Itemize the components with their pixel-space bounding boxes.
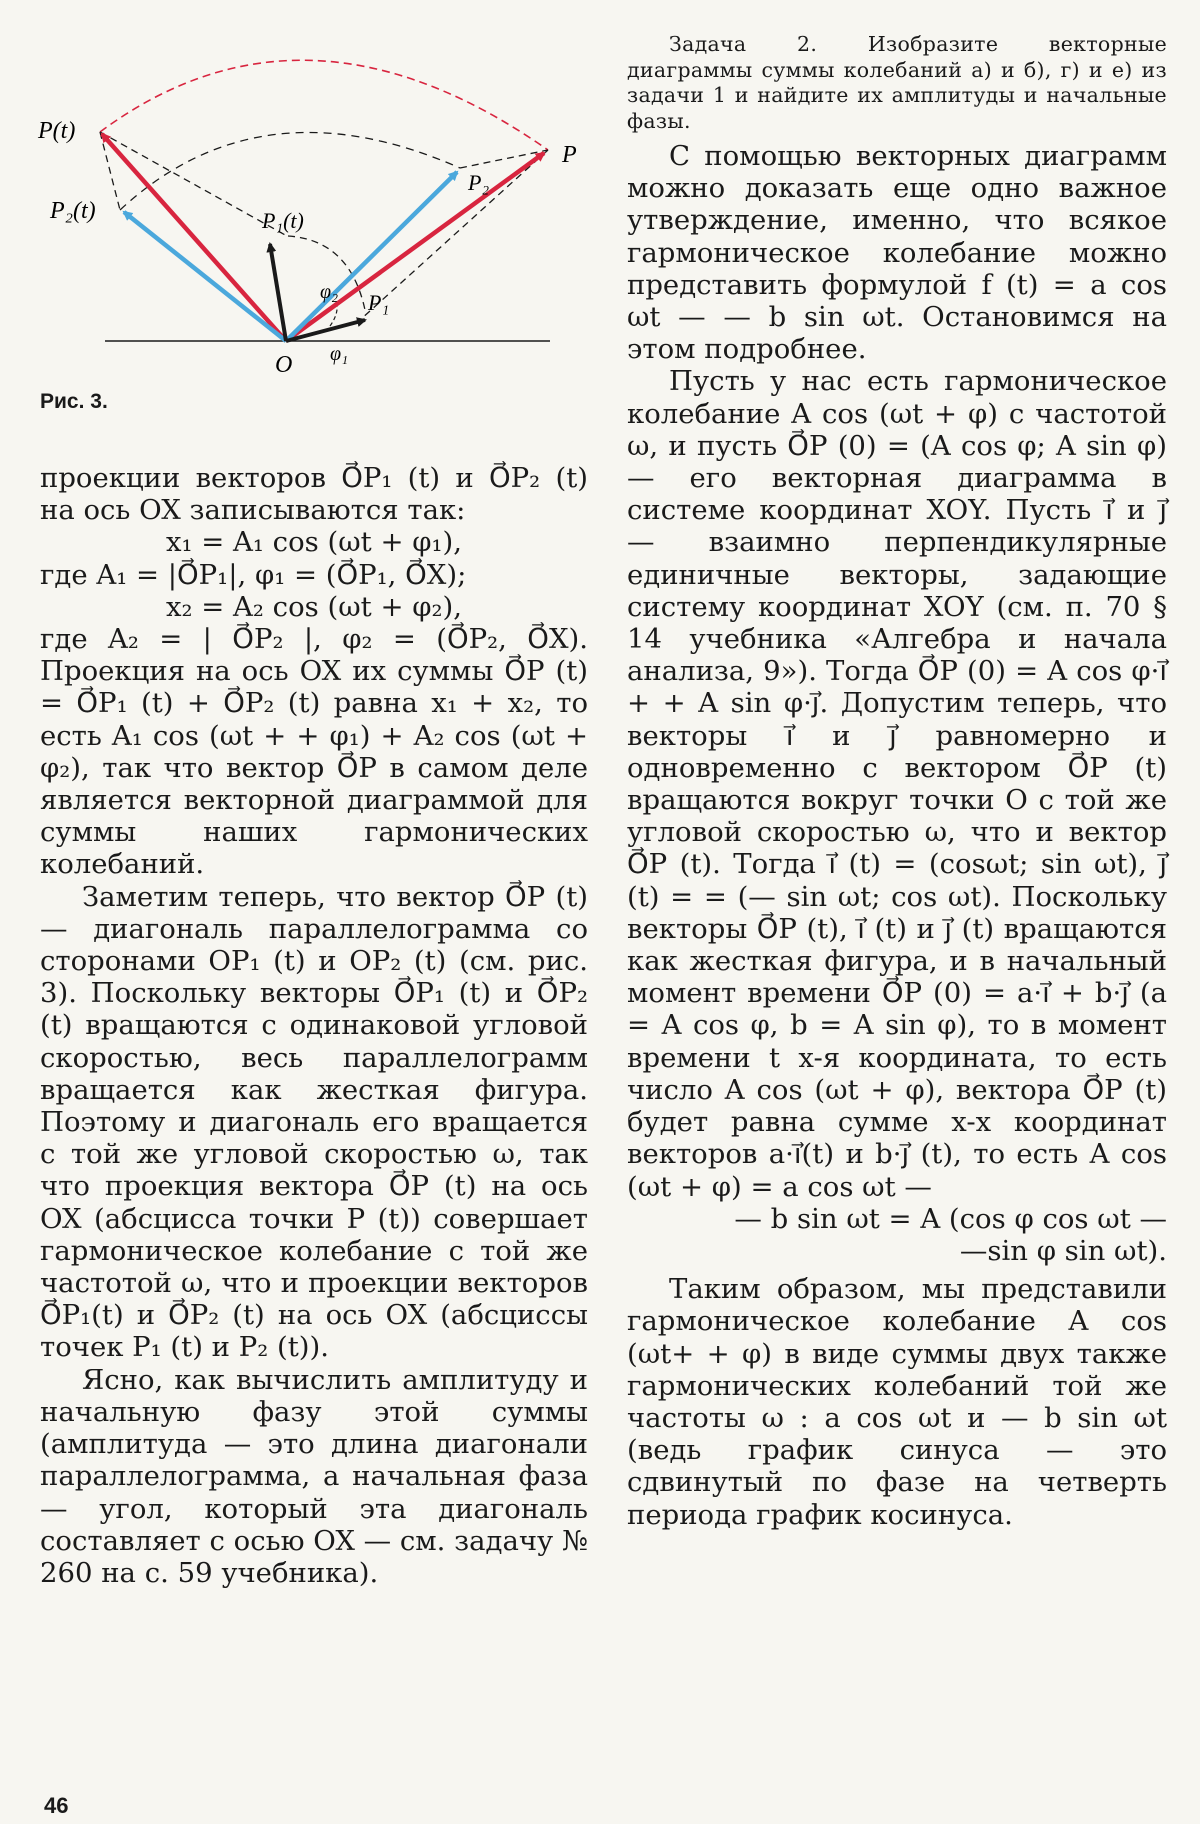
figure-caption: Рис. 3. <box>40 390 108 413</box>
left-paragraph: где A₁ = |O⃗P₁|, φ₁ = (O⃗P₁, O⃗X); <box>40 558 467 591</box>
right-paragraph: Пусть у нас есть гармоническое колебание A cos (ωt + φ) с частотой ω, и пусть O⃗P (0) = (A cos φ; A sin φ) — его векторная диаграмма в системе координат XOY. Пусть i⃗ и j⃗ — взаимно перпендикулярные единичные векторы, задающие систему координат XOY (см. п. 70 § 14 учебника «Алгебра и начала анализа, 9»). Тогда O⃗P (0) = A cos φ·i⃗ + + A sin φ·j⃗. Допустим теперь, что векторы i⃗ и j⃗ равномерно и одновременно с вектором O⃗P (t) вращаются вокруг точки O с той же угловой скоростью ω, что и вектор O⃗P (t). Тогда i⃗ (t) = (cosωt; sin ωt), j⃗ (t) = = (— sin ωt; cos ωt). Поскольку векторы O⃗P (t), i⃗ (t) и j⃗ (t) вращаются как жесткая фигура, и в начальный момент времени O⃗P (0) = a·i⃗ + b·j⃗ (a = A cos φ, b = A sin φ), то в момент времени t x-я координата, то есть число A cos (ωt + φ), вектора O⃗P (t) будет равна сумме x-x координат векторов a·i⃗(t) и b·j⃗ (t), то есть A cos (ωt + φ) = a cos ωt — <box>627 365 1167 1203</box>
vector-diagram-figure <box>20 20 590 400</box>
vector-op2 <box>286 172 457 341</box>
dashed-arc-outer <box>120 132 460 210</box>
label-P1: P₁ <box>368 290 390 315</box>
label-P: P <box>562 142 577 168</box>
label-P1-t: P₁(t) <box>262 208 304 233</box>
formula-x1: x₁ = A₁ cos (ωt + φ₁), <box>166 526 462 559</box>
left-column <box>40 462 588 1589</box>
page-number: 46 <box>44 1793 69 1818</box>
label-P2: P₂ <box>468 170 490 195</box>
formula-line: —sin φ sin ωt). <box>959 1234 1167 1267</box>
parallelogram-line <box>100 132 287 236</box>
vector-op-t <box>102 134 286 341</box>
right-paragraph: Таким образом, мы представили гармоническое колебание A cos (ωt+ + φ) в виде суммы двух также гармонических колебаний той же частоты ω : a cos ωt и — b sin ωt (ведь график синуса — это сдвинутый по фазе на четверть периода график косинуса. <box>627 1273 1167 1531</box>
formula-x2: x₂ = A₂ cos (ωt + φ₂), <box>166 590 462 623</box>
label-O: O <box>275 352 293 378</box>
label-phi2: φ₂ <box>320 281 339 303</box>
red-dashed-arc <box>100 60 548 150</box>
left-paragraph: где A₂ = | O⃗P₂ |, φ₂ = (O⃗P₂, O⃗X). Проекция на ось OX их суммы O⃗P (t) = O⃗P₁ (t) + O⃗P₂ (t) равна x₁ + x₂, то есть A₁ cos (ωt + + φ₁) + A₂ cos (ωt + φ₂), так что вектор O⃗P в самом деле является векторной диаграммой для суммы наших гармонических колебаний. <box>40 623 588 881</box>
left-paragraph: Заметим теперь, что вектор O⃗P (t) — диагональ параллелограмма со сторонами OP₁ (t) и OP₂ (t) (см. рис. 3). Поскольку векторы O⃗P₁ (t) и O⃗P₂ (t) вращаются с одинаковой угловой скоростью, весь параллелограмм вращается как жесткая фигура. Поэтому и диагональ его вращается с той же угловой скоростью ω, так что проекция вектора O⃗P (t) на ось OX (абсцисса точки P (t)) совершает гармоническое колебание с той же частотой ω, что и проекции векторов O⃗P₁(t) и O⃗P₂ (t) на ось OX (абсциссы точек P₁ (t) и P₂ (t)). <box>40 880 588 1364</box>
right-paragraph: С помощью векторных диаграмм можно доказать еще одно важное утверждение, именно, что всякое гармоническое колебание можно представить формулой f (t) = a cos ωt — — b sin ωt. Остановимся на этом подробнее. <box>627 140 1167 366</box>
label-phi1: φ₁ <box>330 343 349 365</box>
task-2-paragraph: Задача 2. Изобразите векторные диаграммы суммы колебаний а) и б), г) и е) из задачи 1 и найдите их амплитуды и начальные фазы. <box>627 32 1167 133</box>
label-P-t: P(t) <box>38 118 76 144</box>
label-P2-t: P₂(t) <box>50 198 96 224</box>
left-paragraph: проекции векторов O⃗P₁ (t) и O⃗P₂ (t) на ось OX записываются так: <box>40 462 588 527</box>
vector-diagram-svg <box>20 20 590 400</box>
right-column <box>627 32 1167 1531</box>
left-paragraph: Ясно, как вычислить амплитуду и начальную фазу этой суммы (амплитуда — это длина диагонали параллелограмма, а начальная фаза — угол, который эта диагональ составляет с осью OX — см. задачу № 260 на с. 59 учебника). <box>40 1363 588 1589</box>
formula-line: — b sin ωt = A (cos φ cos ωt — <box>734 1202 1167 1235</box>
